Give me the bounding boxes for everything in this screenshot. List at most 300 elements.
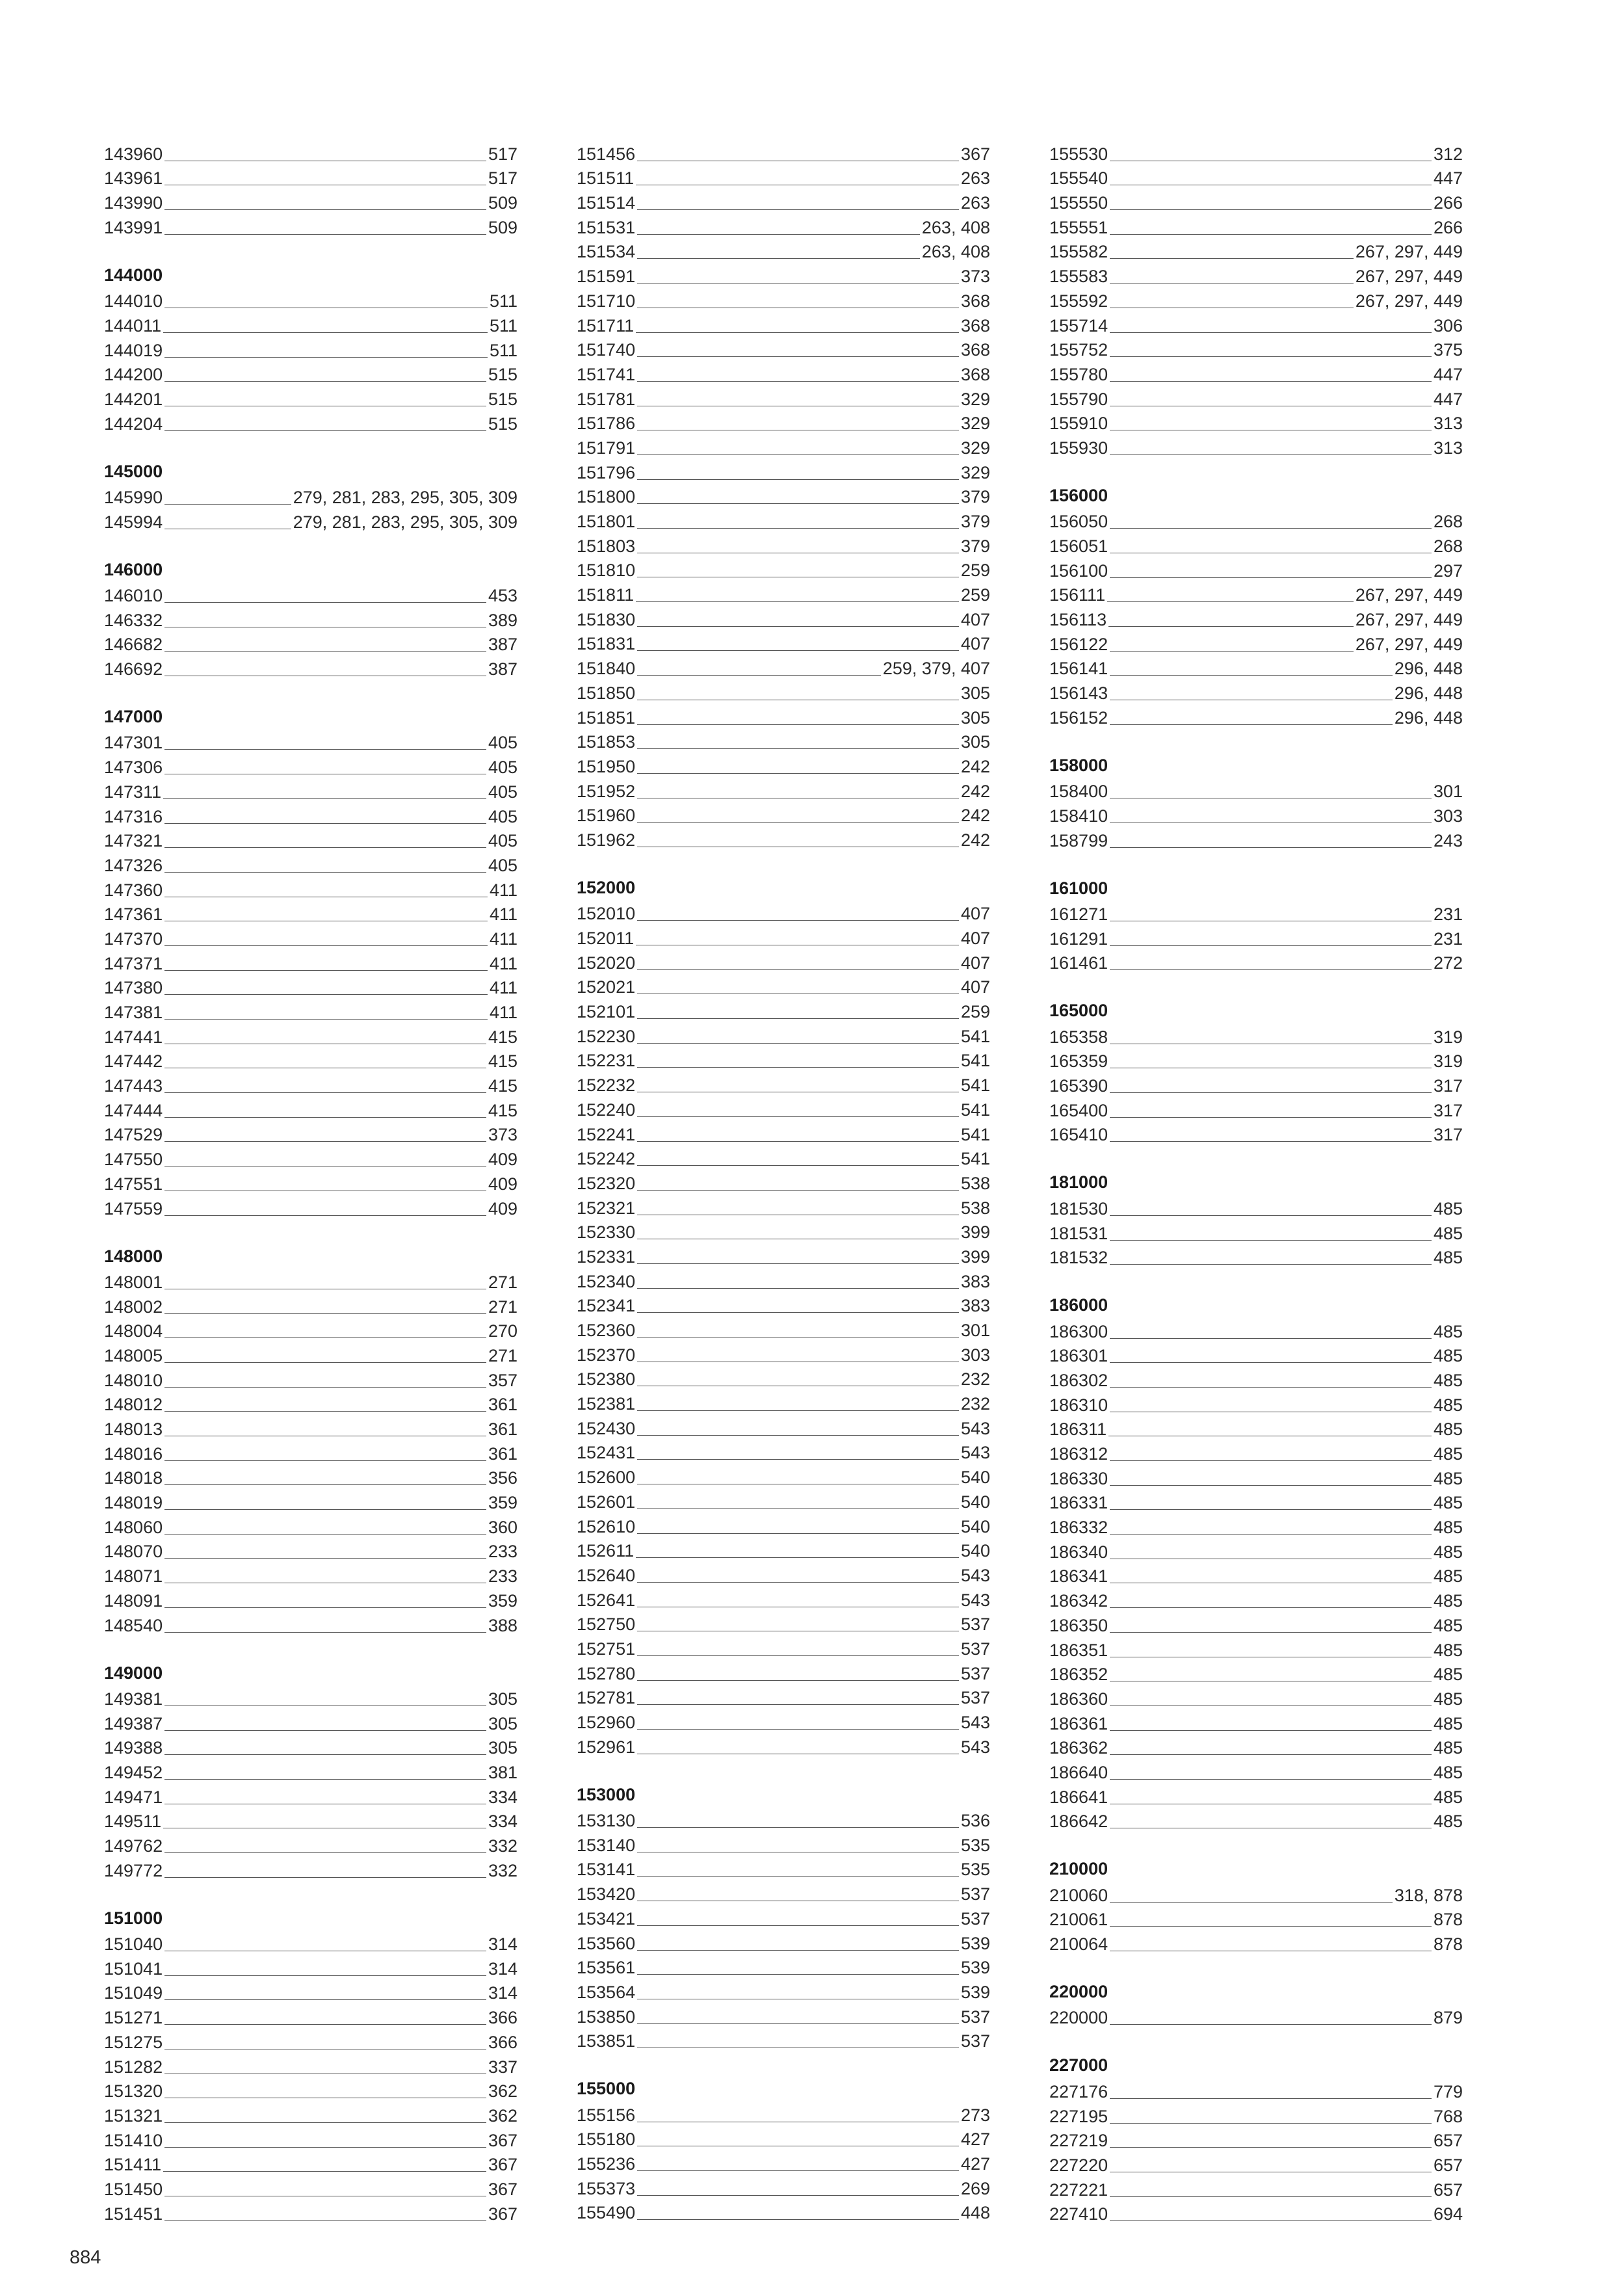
page-reference: 411 bbox=[489, 929, 517, 949]
leader-line bbox=[164, 1387, 486, 1388]
page-reference: 267, 297, 449 bbox=[1355, 291, 1463, 311]
article-number: 145994 bbox=[104, 512, 163, 532]
page-reference: 407 bbox=[960, 953, 990, 973]
article-number: 152610 bbox=[577, 1516, 636, 1536]
page-reference: 485 bbox=[1433, 1615, 1463, 1635]
index-entry bbox=[577, 434, 990, 459]
article-number: 186362 bbox=[1049, 1738, 1108, 1758]
article-number: 155752 bbox=[1049, 340, 1108, 360]
page-reference: 447 bbox=[1433, 168, 1463, 189]
page-reference: 361 bbox=[488, 1443, 517, 1464]
index-entry bbox=[104, 852, 517, 876]
index-entry bbox=[1049, 1122, 1463, 1146]
page-reference: 232 bbox=[960, 1394, 990, 1414]
page-reference: 259 bbox=[960, 1002, 990, 1022]
page-reference: 312 bbox=[1433, 144, 1463, 164]
index-entry bbox=[577, 1587, 990, 1611]
index-entry bbox=[104, 1440, 517, 1465]
index-section bbox=[104, 1906, 517, 2225]
leader-line bbox=[1110, 2024, 1432, 2025]
article-number: 186310 bbox=[1049, 1395, 1108, 1415]
index-entry bbox=[1049, 1612, 1463, 1637]
index-entry bbox=[104, 950, 517, 975]
page-reference: 388 bbox=[488, 1615, 517, 1635]
article-number: 151950 bbox=[577, 756, 636, 776]
index-entry bbox=[104, 189, 517, 214]
page-reference: 272 bbox=[1433, 953, 1463, 973]
article-number: 147321 bbox=[104, 831, 163, 851]
leader-line bbox=[164, 2024, 486, 2025]
page-number: 884 bbox=[70, 2247, 101, 2268]
leader-line bbox=[1110, 258, 1354, 259]
page-reference: 538 bbox=[960, 1198, 990, 1218]
article-number: 148004 bbox=[104, 1321, 163, 1341]
leader-line bbox=[163, 2171, 486, 2172]
index-entry bbox=[104, 999, 517, 1023]
index-entry bbox=[577, 2126, 990, 2151]
leader-line bbox=[163, 332, 488, 333]
article-number: 151840 bbox=[577, 659, 636, 679]
leader-line bbox=[1110, 454, 1432, 455]
article-number: 147301 bbox=[104, 733, 163, 753]
page-reference: 399 bbox=[960, 1246, 990, 1267]
leader-line bbox=[637, 2023, 959, 2024]
index-entry bbox=[577, 140, 990, 165]
index-entry bbox=[1049, 189, 1463, 214]
leader-line bbox=[164, 1779, 486, 1780]
page-reference: 540 bbox=[960, 1468, 990, 1488]
page-reference: 263 bbox=[960, 168, 990, 189]
index-entry bbox=[104, 2053, 517, 2078]
index-entry bbox=[104, 337, 517, 362]
index-entry bbox=[1049, 386, 1463, 410]
page-reference: 232 bbox=[960, 1369, 990, 1390]
index-entry bbox=[104, 901, 517, 926]
index-entry bbox=[1049, 1440, 1463, 1465]
index-section bbox=[577, 1783, 990, 2053]
index-entry bbox=[577, 1611, 990, 1636]
index-entry bbox=[1049, 2078, 1463, 2103]
page-reference: 407 bbox=[960, 904, 990, 924]
article-number: 151791 bbox=[577, 438, 636, 458]
page-reference: 657 bbox=[1433, 2131, 1463, 2151]
page-reference: 317 bbox=[1433, 1076, 1463, 1096]
article-number: 144010 bbox=[104, 291, 163, 311]
index-entry bbox=[104, 1122, 517, 1146]
leader-line bbox=[1110, 209, 1432, 210]
index-entry bbox=[577, 1807, 990, 1832]
leader-line bbox=[1110, 234, 1432, 235]
article-number: 149387 bbox=[104, 1713, 163, 1733]
index-entry bbox=[1049, 582, 1463, 607]
page-reference: 485 bbox=[1433, 1566, 1463, 1587]
article-number: 149471 bbox=[104, 1787, 163, 1807]
article-number: 151851 bbox=[577, 707, 636, 728]
page-reference: 509 bbox=[488, 193, 517, 213]
index-entry bbox=[1049, 827, 1463, 852]
page-reference: 301 bbox=[1433, 782, 1463, 802]
index-entry bbox=[104, 2004, 517, 2029]
page-reference: 273 bbox=[960, 2105, 990, 2125]
page-reference: 329 bbox=[960, 389, 990, 409]
article-number: 149511 bbox=[104, 1811, 162, 1832]
index-entry bbox=[104, 1784, 517, 1808]
page-reference: 485 bbox=[1433, 1811, 1463, 1832]
index-entry bbox=[1049, 1318, 1463, 1343]
index-entry bbox=[577, 655, 990, 679]
index-entry bbox=[577, 753, 990, 778]
section-heading: 149000 bbox=[104, 1663, 163, 1683]
index-entry bbox=[104, 1735, 517, 1759]
page-reference: 313 bbox=[1433, 414, 1463, 434]
index-entry bbox=[104, 2200, 517, 2225]
article-number: 143990 bbox=[104, 193, 163, 213]
article-number: 186311 bbox=[1049, 1419, 1107, 1440]
leader-line bbox=[637, 1459, 959, 1460]
page-reference: 411 bbox=[489, 1003, 517, 1022]
leader-line bbox=[164, 602, 486, 603]
article-number: 149772 bbox=[104, 1860, 163, 1880]
page-reference: 329 bbox=[960, 438, 990, 458]
index-entry bbox=[104, 607, 517, 631]
article-number: 149762 bbox=[104, 1836, 163, 1856]
page-reference: 879 bbox=[1433, 2008, 1463, 2028]
index-entry bbox=[1049, 1220, 1463, 1245]
index-entry bbox=[104, 631, 517, 656]
article-number: 151450 bbox=[104, 2179, 163, 2199]
leader-line bbox=[637, 748, 959, 749]
article-number: 152961 bbox=[577, 1737, 636, 1757]
index-entry bbox=[1049, 679, 1463, 704]
leader-line bbox=[164, 2220, 486, 2221]
index-entry bbox=[1049, 1563, 1463, 1588]
leader-line bbox=[636, 1557, 959, 1558]
page-reference: 511 bbox=[489, 291, 517, 311]
leader-line bbox=[637, 822, 959, 823]
page-reference: 337 bbox=[488, 2057, 517, 2077]
page-reference: 271 bbox=[488, 1345, 517, 1365]
index-entry bbox=[104, 1391, 517, 1416]
article-number: 151831 bbox=[577, 634, 636, 654]
index-section bbox=[577, 2077, 990, 2224]
section-heading: 151000 bbox=[104, 1908, 163, 1928]
page-reference: 485 bbox=[1433, 1591, 1463, 1611]
page-reference: 537 bbox=[960, 1908, 990, 1929]
index-entry bbox=[104, 1562, 517, 1587]
article-number: 155551 bbox=[1049, 217, 1108, 237]
index-entry bbox=[104, 1930, 517, 1955]
index-entry bbox=[1049, 1490, 1463, 1514]
article-number: 186331 bbox=[1049, 1493, 1108, 1513]
article-number: 156050 bbox=[1049, 512, 1108, 532]
index-entry bbox=[577, 189, 990, 214]
page-reference: 296, 448 bbox=[1394, 683, 1463, 704]
page-reference: 453 bbox=[488, 586, 517, 605]
index-entry bbox=[577, 949, 990, 974]
index-entry bbox=[1049, 287, 1463, 312]
index-entry bbox=[577, 581, 990, 606]
leader-line bbox=[164, 970, 488, 971]
index-entry bbox=[577, 778, 990, 802]
index-entry bbox=[1049, 1735, 1463, 1759]
page-reference: 415 bbox=[488, 1027, 517, 1047]
leader-line bbox=[637, 1141, 959, 1142]
article-number: 152021 bbox=[577, 977, 636, 997]
index-entry bbox=[1049, 337, 1463, 362]
leader-line bbox=[164, 1632, 486, 1633]
leader-line bbox=[637, 1827, 959, 1828]
page-reference: 233 bbox=[488, 1542, 517, 1562]
article-number: 152611 bbox=[577, 1541, 635, 1561]
page-reference: 411 bbox=[489, 953, 517, 973]
page-reference: 368 bbox=[960, 340, 990, 360]
leader-line bbox=[1110, 1779, 1432, 1780]
article-number: 186330 bbox=[1049, 1468, 1108, 1488]
index-entry bbox=[104, 803, 517, 828]
index-entry bbox=[577, 361, 990, 386]
page-reference: 366 bbox=[488, 2008, 517, 2028]
article-number: 143960 bbox=[104, 144, 163, 164]
index-entry bbox=[104, 1416, 517, 1440]
page-reference: 360 bbox=[488, 1517, 517, 1537]
page-reference: 405 bbox=[488, 757, 517, 778]
leader-line bbox=[1110, 1926, 1432, 1927]
page-reference: 541 bbox=[960, 1100, 990, 1120]
page-reference: 368 bbox=[960, 315, 990, 336]
page-reference: 332 bbox=[488, 1836, 517, 1856]
leader-line bbox=[1110, 847, 1432, 848]
page-reference: 263, 408 bbox=[921, 242, 990, 262]
index-entry bbox=[104, 778, 517, 803]
article-number: 186332 bbox=[1049, 1518, 1108, 1538]
leader-line bbox=[1110, 1092, 1432, 1093]
page-reference: 485 bbox=[1433, 1321, 1463, 1341]
article-number: 144019 bbox=[104, 340, 163, 360]
index-entry bbox=[577, 386, 990, 410]
leader-line bbox=[1110, 675, 1393, 676]
index-entry bbox=[577, 1317, 990, 1341]
page-reference: 485 bbox=[1433, 1419, 1463, 1440]
leader-line bbox=[637, 626, 959, 627]
leader-line bbox=[1110, 2147, 1432, 2148]
article-number: 151850 bbox=[577, 683, 636, 703]
index-entry bbox=[577, 1635, 990, 1660]
page-reference: 259 bbox=[960, 560, 990, 581]
index-entry bbox=[1049, 2152, 1463, 2176]
page-reference: 305 bbox=[960, 732, 990, 752]
page-reference: 319 bbox=[1433, 1051, 1463, 1072]
article-number: 152011 bbox=[577, 929, 635, 948]
page-reference: 329 bbox=[960, 462, 990, 482]
article-number: 155490 bbox=[577, 2203, 636, 2223]
page-reference: 541 bbox=[960, 1026, 990, 1046]
leader-line bbox=[637, 1288, 959, 1289]
article-number: 147311 bbox=[104, 782, 162, 802]
index-entry bbox=[104, 312, 517, 337]
leader-line bbox=[164, 1558, 486, 1559]
page-reference: 543 bbox=[960, 1565, 990, 1585]
leader-line bbox=[637, 1018, 959, 1019]
article-number: 152641 bbox=[577, 1590, 636, 1610]
leader-line bbox=[637, 1043, 959, 1044]
article-number: 152960 bbox=[577, 1713, 636, 1732]
index-entry bbox=[1049, 1072, 1463, 1097]
article-number: 147326 bbox=[104, 855, 163, 875]
page-reference: 242 bbox=[960, 756, 990, 776]
index-entry bbox=[577, 1832, 990, 1856]
leader-line bbox=[637, 2195, 959, 2196]
index-entry bbox=[1049, 1367, 1463, 1391]
leader-line bbox=[637, 503, 959, 504]
page-reference: 407 bbox=[960, 929, 990, 948]
index-entry bbox=[577, 2101, 990, 2126]
article-number: 156111 bbox=[1049, 585, 1106, 605]
article-number: 155373 bbox=[577, 2178, 636, 2198]
index-entry bbox=[104, 2029, 517, 2053]
leader-line bbox=[164, 2122, 486, 2123]
index-entry bbox=[104, 2078, 517, 2103]
leader-line bbox=[637, 1876, 959, 1877]
index-entry bbox=[1049, 214, 1463, 239]
index-entry bbox=[104, 1587, 517, 1612]
leader-line bbox=[1110, 1264, 1432, 1265]
article-number: 152241 bbox=[577, 1124, 636, 1144]
article-number: 143961 bbox=[104, 168, 163, 189]
article-number: 155550 bbox=[1049, 193, 1108, 213]
page-reference: 485 bbox=[1433, 1395, 1463, 1415]
page-reference: 485 bbox=[1433, 1689, 1463, 1709]
page-reference: 367 bbox=[960, 144, 990, 164]
article-number: 148018 bbox=[104, 1468, 163, 1488]
article-number: 227221 bbox=[1049, 2180, 1108, 2200]
leader-line bbox=[164, 504, 291, 505]
leader-line bbox=[636, 601, 959, 602]
page-reference: 407 bbox=[960, 634, 990, 654]
index-entry bbox=[577, 337, 990, 362]
article-number: 148091 bbox=[104, 1590, 163, 1611]
article-number: 152232 bbox=[577, 1075, 636, 1096]
page-reference: 297 bbox=[1433, 560, 1463, 581]
leader-line bbox=[637, 1116, 959, 1117]
index-entry bbox=[577, 1243, 990, 1268]
leader-line bbox=[637, 1435, 959, 1436]
page-reference: 536 bbox=[960, 1811, 990, 1831]
article-number: 151960 bbox=[577, 806, 636, 826]
index-section bbox=[104, 705, 517, 1219]
page-reference: 362 bbox=[488, 2081, 517, 2101]
article-number: 152230 bbox=[577, 1026, 636, 1046]
article-number: 151591 bbox=[577, 267, 636, 287]
leader-line bbox=[637, 258, 920, 259]
article-number: 147529 bbox=[104, 1125, 163, 1145]
article-number: 161291 bbox=[1049, 929, 1108, 949]
article-number: 151271 bbox=[104, 2008, 163, 2028]
page-reference: 409 bbox=[488, 1150, 517, 1170]
page-reference: 269 bbox=[960, 2178, 990, 2198]
index-entry bbox=[1049, 1661, 1463, 1686]
article-number: 144011 bbox=[104, 315, 162, 336]
page-reference: 296, 448 bbox=[1394, 707, 1463, 728]
article-number: 210061 bbox=[1049, 1910, 1108, 1930]
section-heading: 186000 bbox=[1049, 1295, 1108, 1315]
leader-line bbox=[164, 234, 486, 235]
article-number: 151451 bbox=[104, 2204, 163, 2224]
index-entry bbox=[1049, 1097, 1463, 1122]
article-number: 181531 bbox=[1049, 1223, 1108, 1243]
index-entry bbox=[1049, 2005, 1463, 2029]
page-reference: 447 bbox=[1433, 389, 1463, 409]
index-entry bbox=[1049, 704, 1463, 729]
leader-line bbox=[637, 1508, 959, 1509]
page-reference: 485 bbox=[1433, 1665, 1463, 1685]
page-reference: 540 bbox=[960, 1492, 990, 1512]
article-number: 147370 bbox=[104, 929, 163, 949]
index-entry bbox=[577, 925, 990, 949]
leader-line bbox=[637, 675, 881, 676]
section-heading: 165000 bbox=[1049, 1001, 1108, 1021]
leader-line bbox=[164, 994, 488, 995]
article-number: 220000 bbox=[1049, 2008, 1108, 2028]
article-number: 227176 bbox=[1049, 2081, 1108, 2101]
article-number: 152321 bbox=[577, 1198, 636, 1218]
index-entry bbox=[1049, 1882, 1463, 1906]
article-number: 186642 bbox=[1049, 1811, 1108, 1832]
leader-line bbox=[637, 969, 959, 970]
page-reference: 405 bbox=[488, 782, 517, 802]
index-entry bbox=[104, 1759, 517, 1784]
index-entry bbox=[1049, 2103, 1463, 2128]
page-reference: 318, 878 bbox=[1394, 1885, 1463, 1905]
index-entry bbox=[104, 876, 517, 901]
article-number: 152360 bbox=[577, 1321, 636, 1340]
page-reference: 485 bbox=[1433, 1493, 1463, 1513]
article-number: 152430 bbox=[577, 1418, 636, 1438]
page-reference: 427 bbox=[960, 2129, 990, 2150]
index-entry bbox=[104, 1612, 517, 1637]
section-heading: 156000 bbox=[1049, 485, 1108, 505]
article-number: 151811 bbox=[577, 585, 635, 605]
index-entry bbox=[577, 606, 990, 631]
page-reference: 517 bbox=[488, 144, 517, 164]
article-number: 165410 bbox=[1049, 1125, 1108, 1145]
page-reference: 367 bbox=[488, 2155, 517, 2175]
leader-line bbox=[1110, 2196, 1432, 2197]
section-heading: 155000 bbox=[577, 2079, 636, 2099]
index-section bbox=[104, 460, 517, 533]
index-entry bbox=[104, 165, 517, 190]
index-entry bbox=[104, 2127, 517, 2152]
index-section bbox=[1049, 1293, 1463, 1832]
index-entry bbox=[1049, 1416, 1463, 1441]
leader-line bbox=[164, 945, 488, 946]
index-entry bbox=[104, 214, 517, 239]
page-reference: 657 bbox=[1433, 2180, 1463, 2200]
index-entry bbox=[104, 1857, 517, 1882]
article-number: 158410 bbox=[1049, 806, 1108, 826]
leader-line bbox=[1110, 724, 1393, 725]
article-number: 186340 bbox=[1049, 1542, 1108, 1562]
article-number: 152601 bbox=[577, 1492, 636, 1512]
article-number: 152751 bbox=[577, 1639, 636, 1659]
index-column-1 bbox=[104, 140, 517, 2225]
article-number: 146682 bbox=[104, 635, 163, 655]
index-section bbox=[104, 558, 517, 680]
page-reference: 305 bbox=[488, 1738, 517, 1758]
leader-line bbox=[164, 1141, 486, 1142]
page-reference: 427 bbox=[960, 2154, 990, 2174]
leader-line bbox=[637, 1312, 959, 1313]
page-reference: 541 bbox=[960, 1149, 990, 1169]
